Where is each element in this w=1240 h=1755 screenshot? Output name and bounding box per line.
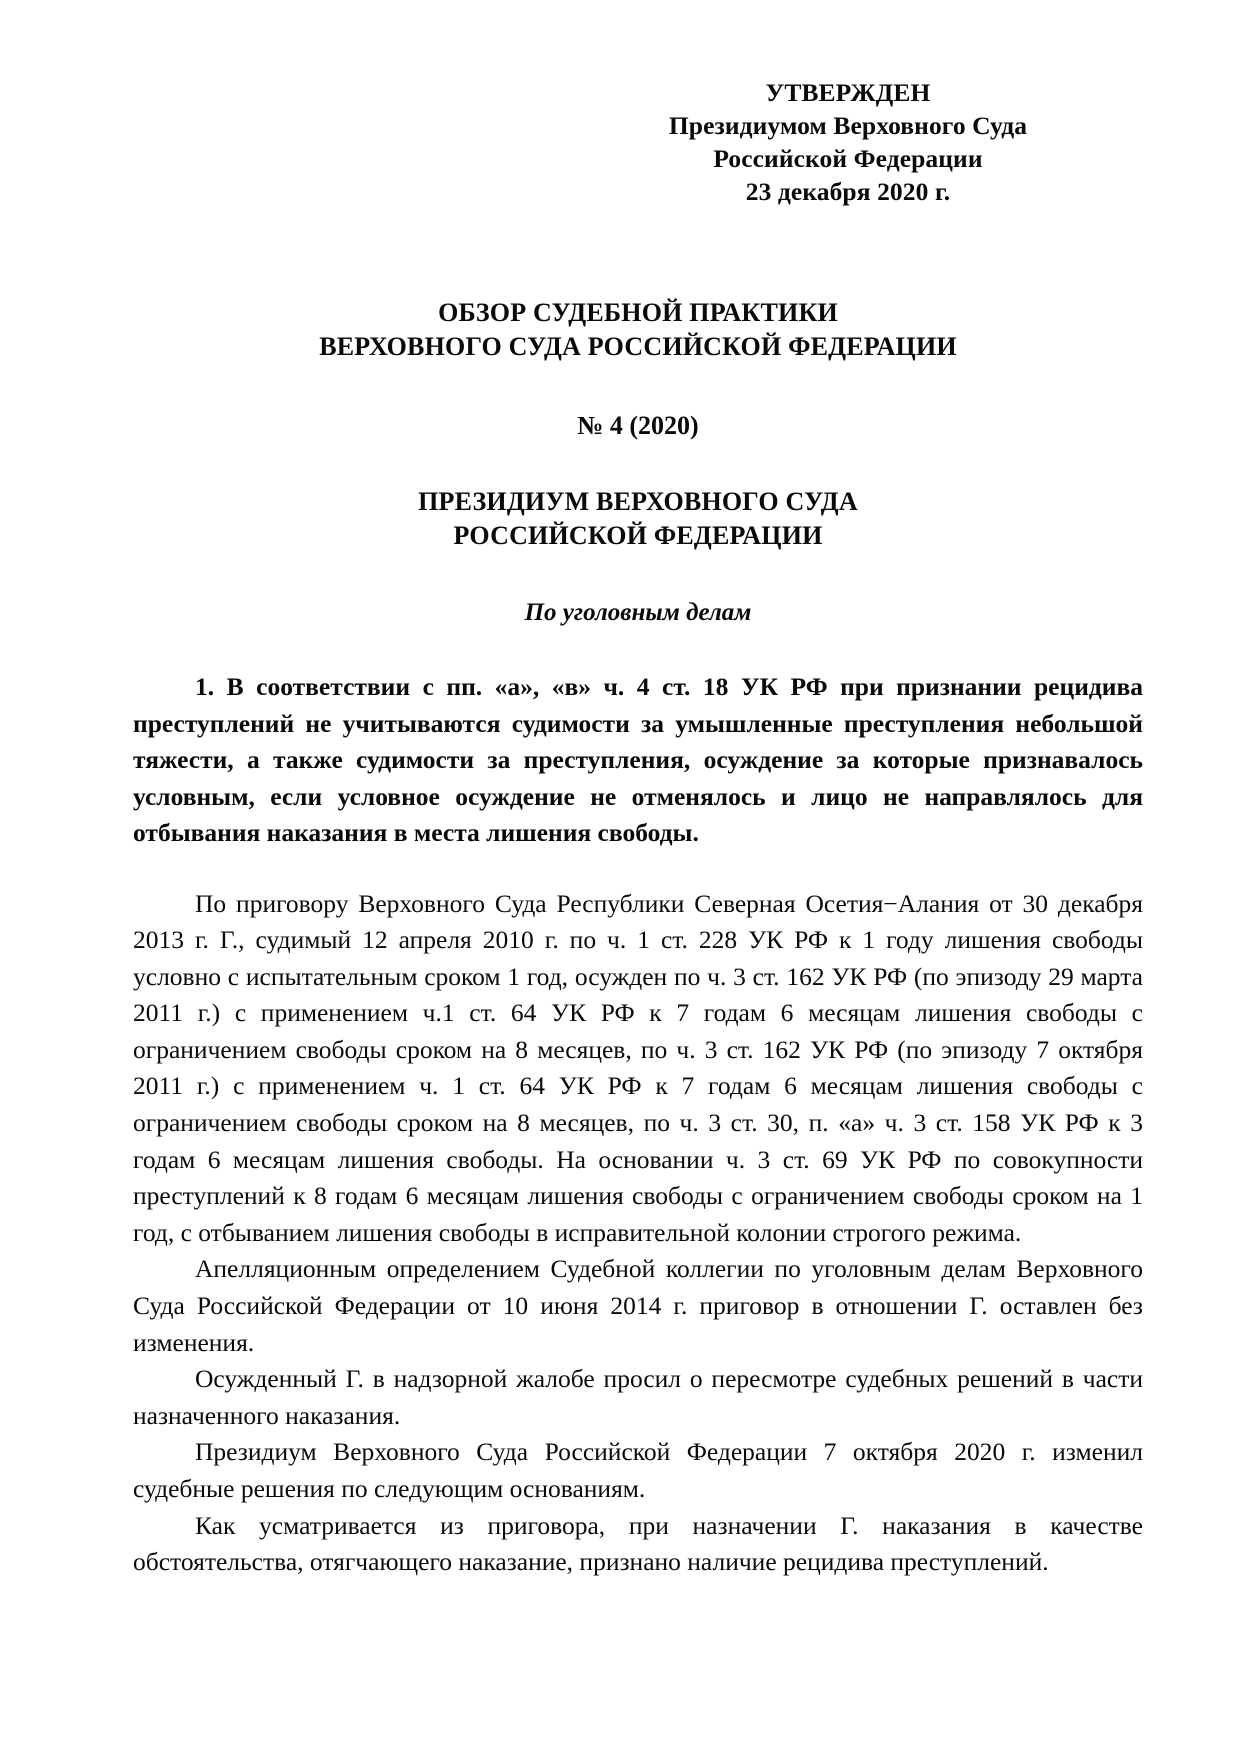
approval-line-2: Президиумом Верховного Суда [668,111,1028,140]
paragraph: Осужденный Г. в надзорной жалобе просил о пересмотре судебных решений в части назначенного наказания. [133,1364,1143,1430]
body-title [133,485,1143,553]
paragraph: По приговору Верховного Суда Республики Северная Осетия−Алания от 30 декабря 2013 г. Г., судимый 12 апреля 2010 г. по ч. 1 ст. 228 УК РФ к 1 году лишения свободы условно с испытательным сроком 1 год, осужден по ч. 3 ст. 162 УК РФ (по эпизоду 29 марта 2011 г.) с применением ч.1 ст. 64 УК РФ к 7 годам 6 месяцам лишения свободы с ограничением свободы сроком на 8 месяцев, по ч. 3 ст. 162 УК РФ (по эпизоду 7 октября 2011 г.) с применением ч. 1 ст. 64 УК РФ к 7 годам 6 месяцам лишения свободы с ограничением свободы сроком на 8 месяцев, по ч. 3 ст. 30, п. «а» ч. 3 ст. 158 УК РФ к 3 годам 6 месяцам лишения свободы. На основании ч. 3 ст. 69 УК РФ по совокупности преступлений к 8 годам 6 месяцам лишения свободы с ограничением свободы сроком на 1 год, с отбыванием лишения свободы в исправительной колонии строгого режима. [133,888,1143,1247]
issue-number: № 4 (2020) [577,411,699,440]
document-title-line-1: ОБЗОР СУДЕБНОЙ ПРАКТИКИ [438,298,838,327]
page-content [133,0,1143,1581]
document-title [133,296,1143,364]
body-paragraphs [133,886,1143,1581]
body-title-line-1: ПРЕЗИДИУМ ВЕРХОВНОГО СУДА [418,487,858,516]
paragraph: Апелляционным определением Судебной коллегии по уголовным делам Верховного Суда Российской Федерации от 10 июня 2014 г. приговор в отношении Г. оставлен без изменения. [133,1254,1143,1357]
thesis-paragraph: 1. В соответствии с пп. «а», «в» ч. 4 ст. 18 УК РФ при признании рецидива преступлений не учитываются судимости за умышленные преступления небольшой тяжести, а также судимости за преступления, осуждение за которые признавалось условным, если условное осуждение не отменялось и лицо не направлялось для отбывания наказания в места лишения свободы. [133,672,1143,847]
paragraph: Президиум Верховного Суда Российской Федерации 7 октября 2020 г. изменил судебные решения по следующим основаниям. [133,1437,1143,1503]
body-title-line-2: РОССИЙСКОЙ ФЕДЕРАЦИИ [453,521,823,550]
approval-date: 23 декабря 2020 г. [745,177,951,206]
section-subtitle: По уголовным делам [524,599,752,626]
document-title-line-2: ВЕРХОВНОГО СУДА РОССИЙСКОЙ ФЕДЕРАЦИИ [319,332,957,361]
paragraph: Как усматривается из приговора, при назначении Г. наказания в качестве обстоятельства, отягчающего наказание, признано наличие рецидива преступлений. [133,1510,1143,1577]
approval-line-1: УТВЕРЖДЕН [765,78,931,107]
approval-line-3: Российской Федерации [713,144,983,173]
approval-block [133,76,1143,208]
